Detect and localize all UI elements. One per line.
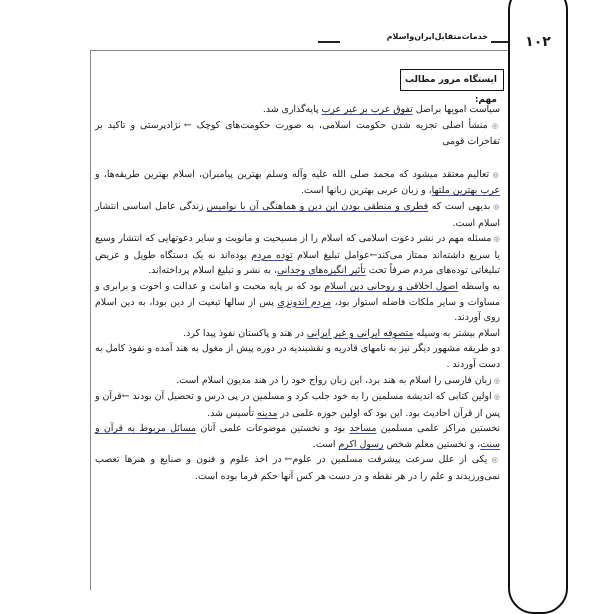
text-run: سیاست امویها براصل (412, 104, 500, 115)
paragraph (95, 199, 500, 231)
text-run: پس از سالها تبعیت از دین بودا، به دین اسلام روی آوردند. (95, 296, 500, 324)
underlined-phrase: مردم اندونزی (277, 296, 332, 308)
page-edge-tab (508, 0, 568, 614)
text-run: دو طریقه مشهور دیگر نیز به نامهای قادریه و نقشبندیه در دوره پیش از مغول به هند آمده و نفوذ کامل به دست آوردند . (95, 343, 500, 370)
bullet-icon: ◎ (487, 121, 500, 130)
text-run: تأسیس شد. (207, 407, 257, 419)
text-run: اسلام بیشتر به وسیله (413, 327, 500, 339)
underlined-phrase: تأثیر انگیزه‌های وجدانی (276, 265, 366, 277)
arrow-icon: ← (183, 119, 192, 131)
bullet-icon: ◎ (491, 376, 500, 385)
underlined-phrase: اصول اخلاقی و روحانی دین اسلام (324, 280, 458, 292)
text-run: به واسطه (457, 280, 500, 292)
text-run: نخستین مراکز علمی مسلمین (376, 423, 500, 435)
bullet-icon: ◎ (491, 235, 500, 244)
text-run: منشأ اصلی تجزیه شدن حکومت اسلامی، به صورت حکومت‌های کوچک (191, 119, 488, 131)
arrow-icon: ← (369, 249, 378, 261)
paragraph (95, 326, 500, 342)
underlined-phrase: رسول اکرم (338, 438, 384, 450)
arrow-icon: ← (121, 391, 130, 403)
underlined-phrase: مسائل مربوط به قرآن و سنت (95, 423, 500, 450)
text-run: ، و نخستین معلم شخص (383, 438, 481, 450)
text-run: بود که بر پایه محبت و امانت و عدالت و اخوت و برابری و مساوات و سایر ملکات فاضله استوار بود، (95, 280, 500, 308)
text-run: بود و نخستین موضوعات علمی آنان (196, 423, 350, 435)
underlined-phrase: مساجد (349, 423, 377, 435)
paragraph (95, 167, 500, 199)
bullet-icon: ◎ (489, 170, 500, 179)
text-run: است. (312, 438, 339, 450)
text-run: زندگی عامل اساسی انتشار اسلام است. (95, 200, 500, 229)
text-run: در اخذ علوم و فنون و صنایع و هنرها تعصب نمی‌ورزیدند و علم را در هر نقطه و در دست هر کس آنها حکم فرما بوده است. (95, 454, 500, 483)
paragraph-spacer (95, 150, 500, 167)
text-run: زبان فارسی را اسلام به هند برد، این زبان رواج خود را در هند مدیون اسلام است. (176, 374, 492, 386)
text-run: پایه‌گذاری شد. (262, 104, 322, 115)
text-run: تعالیم معتقد میشود که محمد صلی الله علیه وآله وسلم بهترین پیامبران، اسلام بهترین طریقه‌ها، و (95, 168, 490, 180)
underlined-phrase: توده مردم (251, 249, 293, 261)
text-run: قرآن و پس از قرآن احادیث بود. این بود که اولین حوزه علمی در (95, 391, 500, 419)
text-run: ، به نشر و تبلیغ اسلام پرداخته‌اند. (148, 265, 277, 277)
main-text (95, 102, 500, 485)
underlined-phrase: تفوق عرب بر غیر عرب (321, 104, 413, 115)
underlined-phrase: عرب بهترین ملتها (431, 185, 500, 197)
arrow-icon: ← (284, 454, 293, 466)
paragraph (95, 102, 500, 118)
text-run: در هند و پاکستان نفوذ پیدا کرد. (183, 327, 307, 339)
underlined-phrase: فطری و منطقی بودن این دین و هماهنگی آن با نوامیس (206, 200, 429, 212)
text-run: بوده‌اند نه یک دستگاه طویل و عریض تبلیغاتی توده‌های مردم صرفاً تحت (95, 249, 500, 277)
text-run: عوامل تبلیغ اسلام (292, 249, 370, 261)
text-run: بدیهی است که (428, 200, 491, 212)
paragraph (95, 373, 500, 390)
underlined-phrase: مدینه (256, 407, 278, 419)
section-title: ایستگاه مرور مطالب مهم: (400, 69, 504, 91)
paragraph (95, 279, 500, 326)
chapter-title: خدمات‌متقابل‌ایران‌واسلام (340, 30, 491, 44)
bullet-icon: ◎ (491, 393, 500, 402)
text-run: ، و زبان عربی بهترین زبانها است. (301, 185, 432, 197)
paragraph (95, 452, 500, 484)
text-run: اولین کتابی که اندیشه مسلمین را به خود جلب کرد و مسلمین در پی درس و تحصیل آن بودند (129, 391, 492, 403)
text-run: مسئله مهم در نشر دعوت اسلامی که اسلام را از مسیحیت و مانویت و سایر دعوتهایی که انتشار وسیع یا سریع داشته‌اند ممتاز می‌کند (95, 233, 500, 261)
paragraph (95, 118, 500, 150)
bullet-icon: ◎ (490, 202, 500, 211)
underlined-phrase: متصوفه ایرانی و غیر ایرانی (306, 327, 414, 339)
text-run: یکی از علل سرعت پیشرفت مسلمین در علوم (292, 454, 488, 466)
text-run: نژادپرستی و تاکید بر تفاخرات قومی (95, 119, 500, 148)
paragraph (95, 341, 500, 372)
bullet-icon: ◎ (487, 456, 500, 465)
paragraph (95, 421, 500, 452)
page-number: ۱۰۲ (525, 34, 551, 50)
paragraph (95, 389, 500, 421)
paragraph (95, 231, 500, 279)
